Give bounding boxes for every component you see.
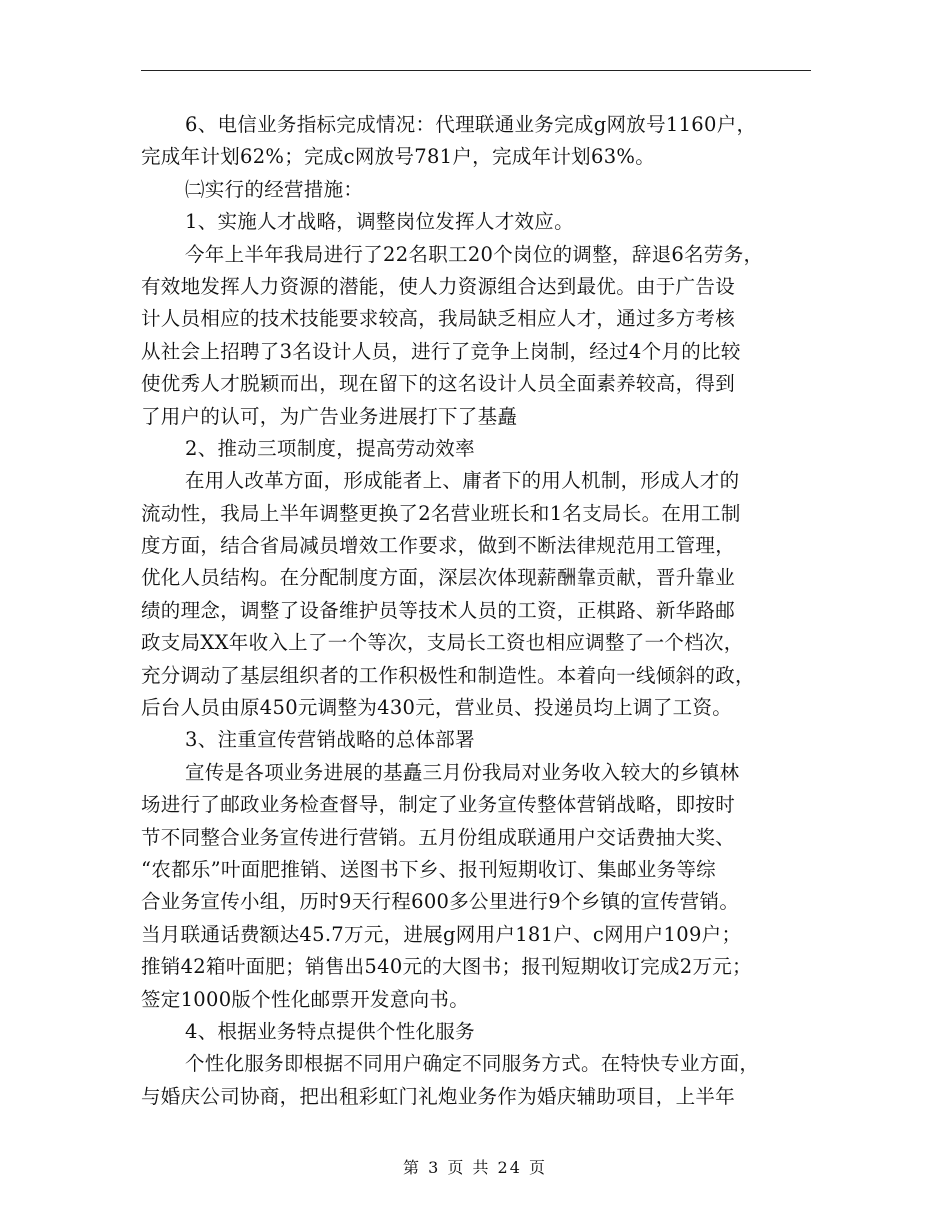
item-heading: 4、根据业务特点提供个性化服务 [185,1019,475,1043]
paragraph-line: 优化人员结构。在分配制度方面，深层次体现薪酬靠贡献，晋升靠业 [141,566,736,590]
paragraph-line: 场进行了邮政业务检查督导，制定了业务宣传整体营销战略，即按时 [141,793,736,817]
paragraph-line: 政支局XX年收入上了一个等次，支局长工资也相应调整了一个档次， [141,631,744,655]
header-rule [141,70,811,71]
paragraph-line: 节不同整合业务宣传进行营销。五月份组成联通用户交话费抽大奖、 [141,825,736,849]
paragraph-line: 当月联通话费额达45.7万元，进展g网用户181户、c网用户109户； [141,922,742,946]
paragraph-line: 与婚庆公司协商，把出租彩虹门礼炮业务作为婚庆辅助项目，上半年 [141,1084,736,1108]
document-body [141,109,831,1113]
item-heading: 1、实施人才战略，调整岗位发挥人才效应。 [185,210,574,234]
paragraph-line: 有效地发挥人力资源的潜能，使人力资源组合达到最优。由于广告设 [141,274,736,298]
paragraph-line: 签定1000版个性化邮票开发意向书。 [141,987,470,1011]
paragraph-line: “农都乐”叶面肥推销、送图书下乡、报刊短期收订、集邮业务等综 [141,857,716,881]
paragraph-line: 后台人员由原450元调整为430元，营业员、投递员均上调了工资。 [141,696,733,720]
paragraph-line: 6、电信业务指标完成情况：代理联通业务完成g网放号1160户， [185,113,757,136]
paragraph-line: 宣传是各项业务进展的基矗三月份我局对业务收入较大的乡镇林 [185,760,740,784]
paragraph-line: 合业务宣传小组，历时9天行程600多公里进行9个乡镇的宣传营销。 [141,890,740,914]
paragraph-line: 完成年计划62%；完成c网放号781户，完成年计划63%。 [141,145,656,169]
item-heading: 3、注重宣传营销战略的总体部署 [185,728,475,752]
paragraph-line: 个性化服务即根据不同用户确定不同服务方式。在特快专业方面， [185,1052,760,1076]
paragraph-line: 从社会上招聘了3名设计人员，进行了竞争上岗制，经过4个月的比较 [141,339,741,363]
paragraph-line: 充分调动了基层组织者的工作积极性和制造性。本着向一线倾斜的政， [141,663,755,687]
paragraph-line: 绩的理念，调整了设备维护员等技术人员的工资，正棋路、新华路邮 [141,598,736,622]
paragraph-line: 使优秀人才脱颖而出，现在留下的这名设计人员全面素养较高，得到 [141,372,736,396]
paragraph-line: 推销42箱叶面肥；销售出540元的大图书；报刊短期收订完成2万元； [141,955,752,979]
paragraph-line: 度方面，结合省局减员增效工作要求，做到不断法律规范用工管理， [141,534,736,558]
section-heading: ㈡实行的经营措施： [185,177,364,201]
paragraph-line: 流动性，我局上半年调整更换了2名营业班长和1名支局长。在用工制 [141,501,741,525]
paragraph-line: 在用人改革方面，形成能者上、庸者下的用人机制，形成人才的 [185,469,740,493]
page-number-footer: 第 3 页 共 24 页 [403,1158,547,1177]
paragraph-line: 今年上半年我局进行了22名职工20个岗位的调整，辞退6名劳务， [185,242,764,266]
item-heading: 2、推动三项制度，提高劳动效率 [185,436,475,460]
paragraph-line: 计人员相应的技术技能要求较高，我局缺乏相应人才，通过多方考核 [141,307,736,331]
paragraph-line: 了用户的认可，为广告业务进展打下了基矗 [141,404,518,428]
